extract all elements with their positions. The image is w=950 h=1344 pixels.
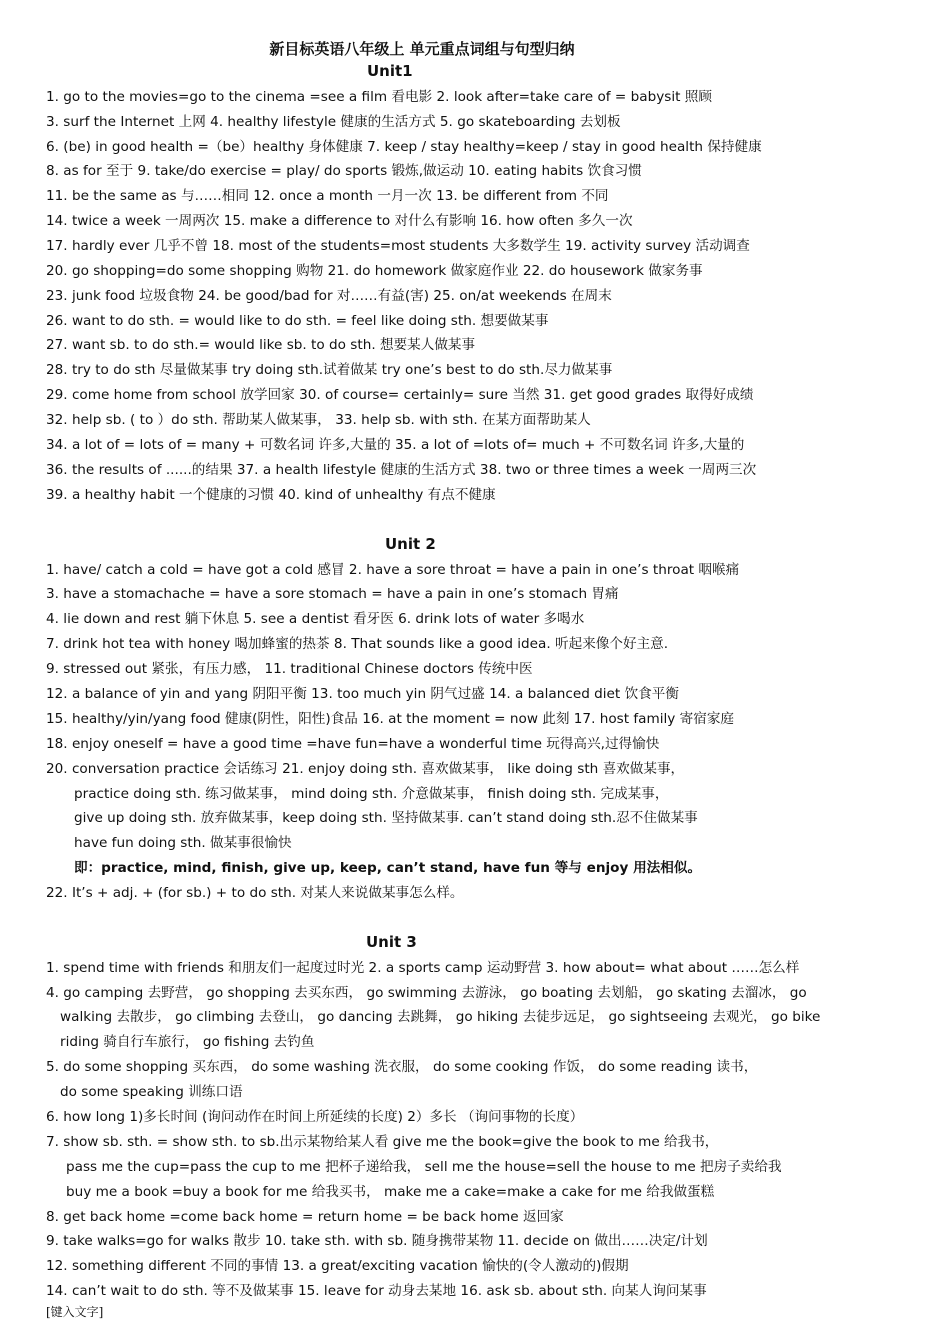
unit2-line: have fun doing sth. 做某事很愉快	[74, 835, 292, 851]
unit2-heading: Unit 2	[385, 535, 436, 553]
unit3-line: do some speaking 训练口语	[60, 1084, 243, 1100]
unit1-line: 1. go to the movies=go to the cinema =see a film 看电影 2. look after=take care of = babysit 照顾	[46, 89, 712, 105]
unit1-line: 39. a healthy habit 一个健康的习惯 40. kind of unhealthy 有点不健康	[46, 487, 496, 503]
unit1-heading: Unit1	[367, 62, 413, 80]
unit1-line: 6. (be) in good health =（be）healthy 身体健康 7. keep / stay healthy=keep / stay in good health 保持健康	[46, 139, 762, 155]
unit1-line: 26. want to do sth. = would like to do sth. = feel like doing sth. 想要做某事	[46, 313, 549, 329]
unit3-line: 1. spend time with friends 和朋友们一起度过时光 2. a sports camp 运动野营 3. how about= what about ……怎么样	[46, 960, 800, 976]
unit1-line: 17. hardly ever 几乎不曾 18. most of the students=most students 大多数学生 19. activity survey 活动调查	[46, 238, 750, 254]
unit3-line: riding 骑自行车旅行， go fishing 去钓鱼	[60, 1034, 315, 1050]
unit1-line: 23. junk food 垃圾食物 24. be good/bad for 对……有益(害) 25. on/at weekends 在周末	[46, 288, 612, 304]
unit3-line: walking 去散步， go climbing 去登山， go dancing 去跳舞， go hiking 去徒步远足， go sightseeing 去观光， go bike	[60, 1009, 821, 1025]
unit2-line: 20. conversation practice 会话练习 21. enjoy doing sth. 喜欢做某事， like doing sth 喜欢做某事，	[46, 761, 685, 777]
unit1-line: 11. be the same as 与……相同 12. once a month 一月一次 13. be different from 不同	[46, 188, 609, 204]
unit2-line: 12. a balance of yin and yang 阴阳平衡 13. too much yin 阴气过盛 14. a balanced diet 饮食平衡	[46, 686, 679, 702]
unit3-line: 5. do some shopping 买东西， do some washing 洗衣服， do some cooking 作饭， do some reading 读书，	[46, 1059, 758, 1075]
unit1-line: 32. help sb. ( to ）do sth. 帮助某人做某事， 33. help sb. with sth. 在某方面帮助某人	[46, 412, 591, 428]
unit3-line: buy me a book =buy a book for me 给我买书， make me a cake=make a cake for me 给我做蛋糕	[66, 1184, 715, 1200]
unit2-line: 22. It’s + adj. + (for sb.) + to do sth. 对某人来说做某事怎么样。	[46, 885, 464, 901]
unit2-line: 15. healthy/yin/yang food 健康(阴性，阳性)食品 16. at the moment = now 此刻 17. host family 寄宿家庭	[46, 711, 735, 727]
unit2-line: practice doing sth. 练习做某事， mind doing sth. 介意做某事， finish doing sth. 完成某事，	[74, 786, 669, 802]
unit2-line: give up doing sth. 放弃做某事，keep doing sth. 坚持做某事. can’t stand doing sth.忍不住做某事	[74, 810, 698, 826]
unit2-line: 9. stressed out 紧张，有压力感， 11. traditional Chinese doctors 传统中医	[46, 661, 533, 677]
unit1-line: 8. as for 至于 9. take/do exercise = play/ do sports 锻炼,做运动 10. eating habits 饮食习惯	[46, 163, 642, 179]
unit1-line: 29. come home from school 放学回家 30. of course= certainly= sure 当然 31. get good grades 取得好成绩	[46, 387, 754, 403]
unit2-note: 即：practice, mind, finish, give up, keep, can’t stand, have fun 等与 enjoy 用法相似。	[74, 860, 702, 876]
unit2-line: 18. enjoy oneself = have a good time =have fun=have a wonderful time 玩得高兴,过得愉快	[46, 736, 660, 752]
unit1-line: 3. surf the Internet 上网 4. healthy lifestyle 健康的生活方式 5. go skateboarding 去划板	[46, 114, 621, 130]
unit3-line: 7. show sb. sth. = show sth. to sb.出示某物给某人看 give me the book=give the book to me 给我书，	[46, 1134, 719, 1150]
footer-placeholder[interactable]: [键入文字]	[46, 1305, 104, 1319]
unit3-line: 9. take walks=go for walks 散步 10. take sth. with sb. 随身携带某物 11. decide on 做出……决定/计划	[46, 1233, 708, 1249]
title-text: 新目标英语八年级上 单元重点词组与句型归纳	[269, 40, 575, 58]
unit1-line: 14. twice a week 一周两次 15. make a difference to 对什么有影响 16. how often 多久一次	[46, 213, 633, 229]
unit3-line: 12. something different 不同的事情 13. a great/exciting vacation 愉快的(令人激动的)假期	[46, 1258, 629, 1274]
unit1-line: 28. try to do sth 尽量做某事 try doing sth.试着做某 try one’s best to do sth.尽力做某事	[46, 362, 613, 378]
unit3-line: 14. can’t wait to do sth. 等不及做某事 15. leave for 动身去某地 16. ask sb. about sth. 向某人询问某事	[46, 1283, 707, 1299]
unit1-line: 36. the results of ......的结果 37. a health lifestyle 健康的生活方式 38. two or three times a week 一周两三次	[46, 462, 757, 478]
unit1-line: 20. go shopping=do some shopping 购物 21. do homework 做家庭作业 22. do housework 做家务事	[46, 263, 703, 279]
unit3-line: 8. get back home =come back home = return home = be back home 返回家	[46, 1209, 564, 1225]
unit3-line: 6. how long 1)多长时间 (询问动作在时间上所延续的长度) 2）多长 （询问事物的长度）	[46, 1109, 584, 1125]
unit2-line: 3. have a stomachache = have a sore stomach = have a pain in one’s stomach 胃痛	[46, 586, 619, 602]
unit2-line: 1. have/ catch a cold = have got a cold 感冒 2. have a sore throat = have a pain in one’s throat 咽喉痛	[46, 562, 740, 578]
unit2-line: 7. drink hot tea with honey 喝加蜂蜜的热茶 8. That sounds like a good idea. 听起来像个好主意.	[46, 636, 669, 652]
unit1-line: 34. a lot of = lots of = many + 可数名词 许多,大量的 35. a lot of =lots of= much + 不可数名词 许多,大量的	[46, 437, 745, 453]
unit2-line: 4. lie down and rest 躺下休息 5. see a dentist 看牙医 6. drink lots of water 多喝水	[46, 611, 585, 627]
unit3-heading: Unit 3	[366, 933, 417, 951]
unit3-line: pass me the cup=pass the cup to me 把杯子递给我， sell me the house=sell the house to me 把房子卖给我	[66, 1159, 782, 1175]
document-title	[0, 38, 950, 59]
unit1-line: 27. want sb. to do sth.= would like sb. to do sth. 想要某人做某事	[46, 337, 476, 353]
unit3-line: 4. go camping 去野营， go shopping 去买东西， go swimming 去游泳， go boating 去划船， go skating 去溜冰， go	[46, 985, 807, 1001]
